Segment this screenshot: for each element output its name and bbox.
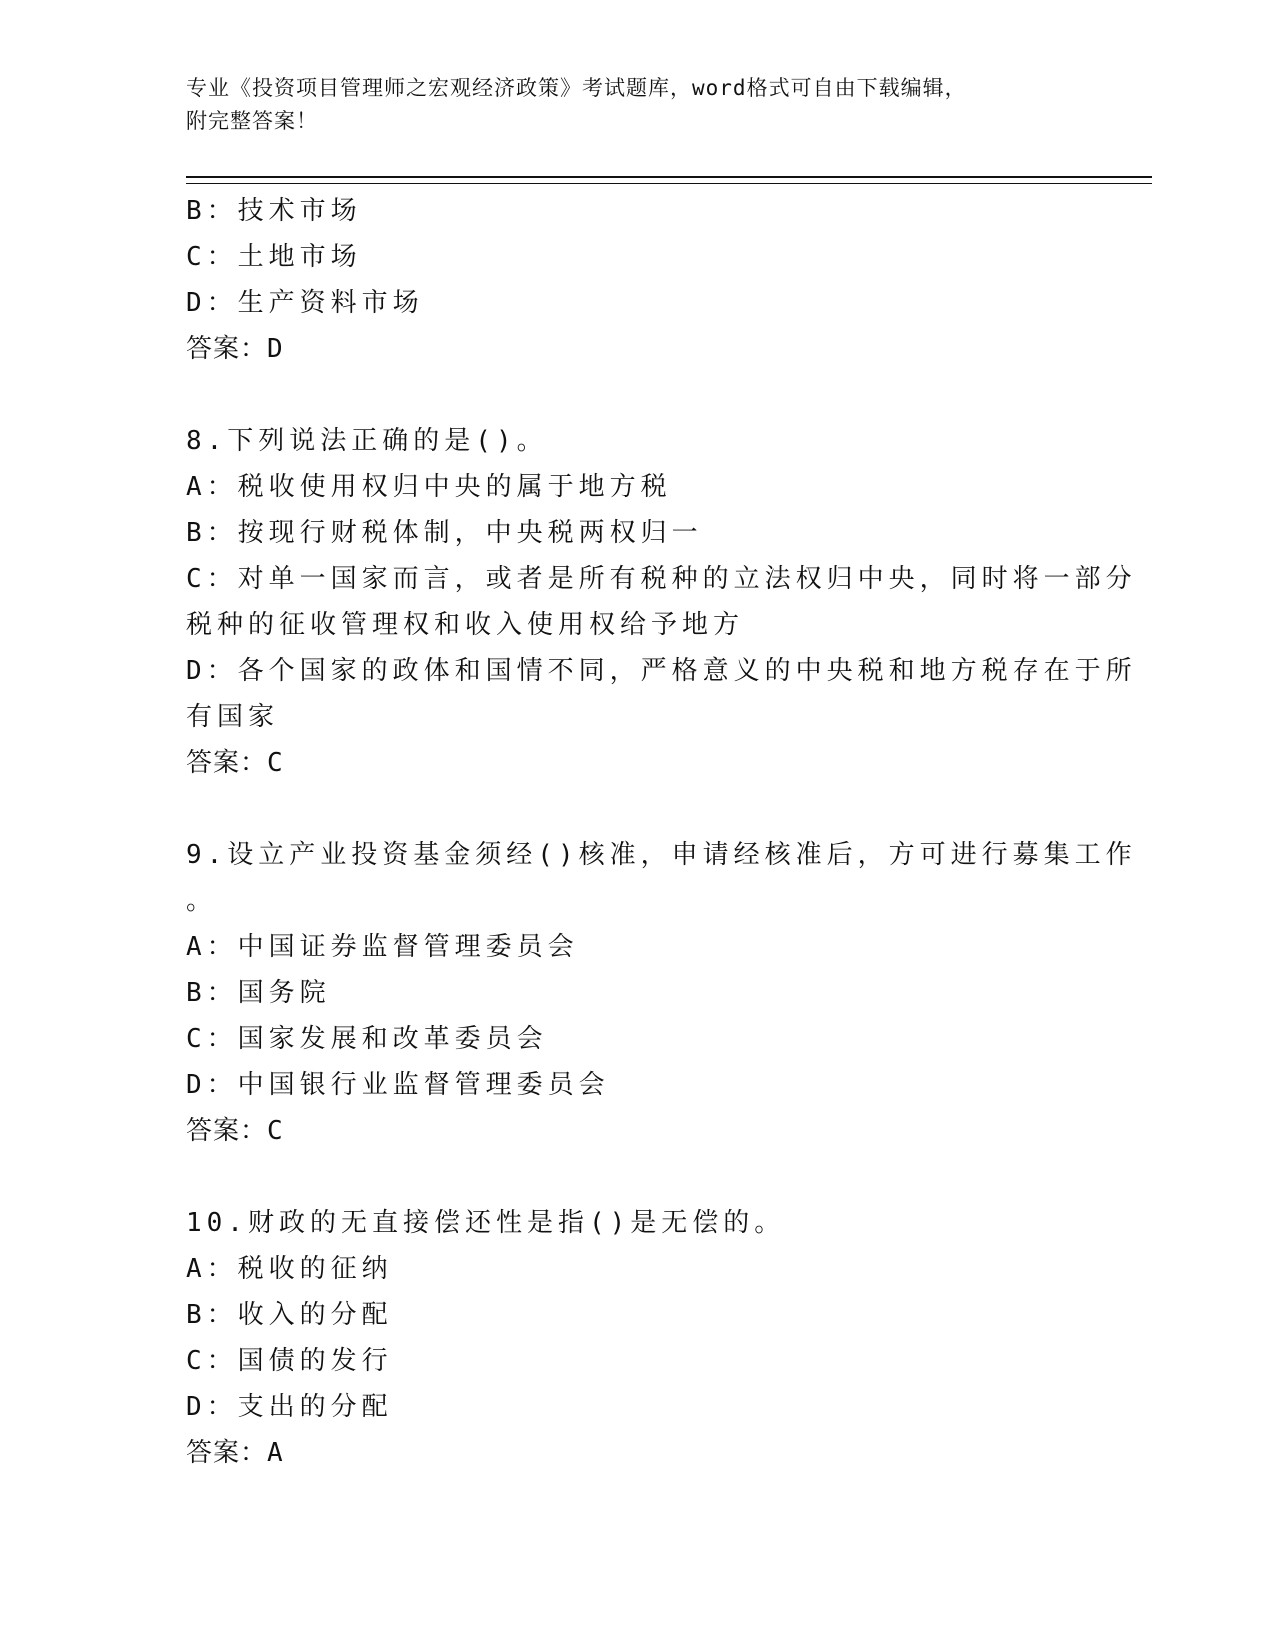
answer-value: D: [267, 334, 284, 364]
option-a: A：税收使用权归中央的属于地方税: [186, 472, 672, 502]
option-d: D：支出的分配: [186, 1392, 393, 1422]
question-9: [186, 832, 1137, 1154]
option-d: D：中国银行业监督管理委员会: [186, 1070, 610, 1100]
page-header: [186, 72, 1086, 138]
answer-value: A: [267, 1438, 284, 1468]
option-d: D：生产资料市场: [186, 288, 424, 318]
option-c: C：国债的发行: [186, 1346, 393, 1376]
spacer: [186, 786, 1086, 832]
option-b: B：技术市场: [186, 196, 362, 226]
answer-value: C: [267, 1116, 284, 1146]
option-a: A：中国证券监督管理委员会: [186, 932, 579, 962]
option-d: D：各个国家的政体和国情不同，严格意义的中央税和地方税存在于所: [186, 656, 1137, 686]
answer-label: 答案：: [186, 1438, 268, 1468]
header-line-1: 专业《投资项目管理师之宏观经济政策》考试题库，word格式可自由下载编辑，: [186, 76, 967, 100]
spacer: [186, 372, 1086, 418]
spacer: [186, 1154, 1086, 1200]
option-c-continued: 税种的征收管理权和收入使用权给予地方: [186, 610, 745, 640]
option-b: B：国务院: [186, 978, 331, 1008]
answer-label: 答案：: [186, 748, 268, 778]
header-line-2: 附完整答案！: [186, 109, 318, 133]
answer-line: [186, 1430, 1086, 1476]
answer-line: [186, 1108, 1086, 1154]
answer-line: [186, 326, 1086, 372]
option-c: C：对单一国家而言，或者是所有税种的立法权归中央，同时将一部分: [186, 564, 1137, 594]
question-7-tail: [186, 188, 1086, 372]
option-c: C：国家发展和改革委员会: [186, 1024, 548, 1054]
option-b: B：收入的分配: [186, 1300, 393, 1330]
question-stem-continued: 。: [186, 886, 218, 916]
question-stem: 8.下列说法正确的是()。: [186, 426, 548, 456]
answer-line: [186, 740, 1086, 786]
question-stem: 10.财政的无直接偿还性是指()是无偿的。: [186, 1208, 786, 1238]
answer-value: C: [267, 748, 284, 778]
option-d-continued: 有国家: [186, 702, 280, 732]
question-stem: 9.设立产业投资基金须经()核准，申请经核准后，方可进行募集工作: [186, 840, 1137, 870]
question-10: [186, 1200, 1086, 1476]
question-content: [186, 188, 1137, 1476]
option-b: B：按现行财税体制，中央税两权归一: [186, 518, 703, 548]
option-c: C：土地市场: [186, 242, 362, 272]
header-divider: [186, 176, 1152, 184]
answer-label: 答案：: [186, 1116, 268, 1146]
answer-label: 答案：: [186, 334, 268, 364]
question-8: [186, 418, 1137, 786]
option-a: A：税收的征纳: [186, 1254, 393, 1284]
